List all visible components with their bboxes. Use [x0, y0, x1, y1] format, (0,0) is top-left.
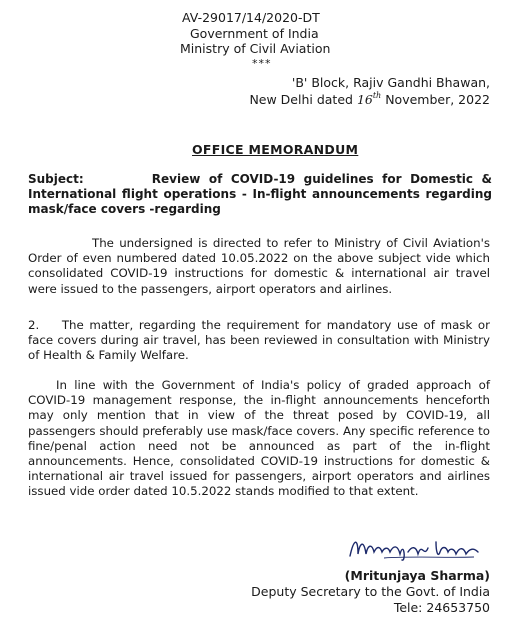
signatory-designation: Deputy Secretary to the Govt. of India: [251, 584, 490, 599]
paragraph-2-text: 2. The matter, regarding the requirement for mandatory use of mask or face covers during air travel, has been reviewed in consultation with Ministry of Health & Family Welfare.: [28, 318, 490, 363]
subject-line: [28, 172, 492, 217]
paragraph-3-text: In line with the Government of India's policy of graded approach of COVID-19 management response, the in-flight announcements henceforth may only mention that in view of the threat posed by COVID-19, all passengers should preferably use mask/face covers. Any specific reference to fine/penal action need not be announced as part of the in-flight announcements. Hence, consolidated COVID-19 instructions for domestic & international air travel issued for passengers, airport operators and airlines issued vide order dated 10.5.2022 stands modified to that extent.: [28, 378, 490, 499]
date-suffix: th: [372, 91, 382, 100]
subject-text: Review of COVID-19 guidelines for Domestic & International flight operations - In-flight announcements regarding mask/face covers -regarding: [28, 172, 493, 216]
paragraph-1: [28, 236, 490, 297]
office-address: 'B' Block, Rajiv Gandhi Bhawan,: [291, 75, 490, 90]
paragraph-2: [28, 318, 490, 364]
reference-number: AV-29017/14/2020-DT: [182, 10, 320, 25]
signatory-telephone: Tele: 24653750: [393, 600, 490, 615]
memo-date: [249, 92, 490, 109]
signatory-name: (Mritunjaya Sharma): [344, 568, 490, 583]
date-day: 16: [356, 92, 373, 107]
paragraph-3: [28, 378, 490, 500]
ministry-name: Ministry of Civil Aviation: [180, 41, 331, 56]
header-separator: ***: [252, 57, 272, 70]
date-rest: November, 2022: [385, 92, 490, 107]
government-name: Government of India: [190, 26, 319, 41]
paragraph-1-text: The undersigned is directed to refer to Ministry of Civil Aviation's Order of even numbered dated 10.05.2022 on the above subject vide which consolidated COVID-19 instructions for domestic & international air travel were issued to the passengers, airport operators and airlines.: [28, 236, 490, 296]
subject-label: Subject:: [28, 172, 84, 186]
handwritten-signature: [344, 532, 484, 562]
page-title: OFFICE MEMORANDUM: [192, 142, 359, 157]
date-prefix: New Delhi dated: [249, 92, 353, 107]
